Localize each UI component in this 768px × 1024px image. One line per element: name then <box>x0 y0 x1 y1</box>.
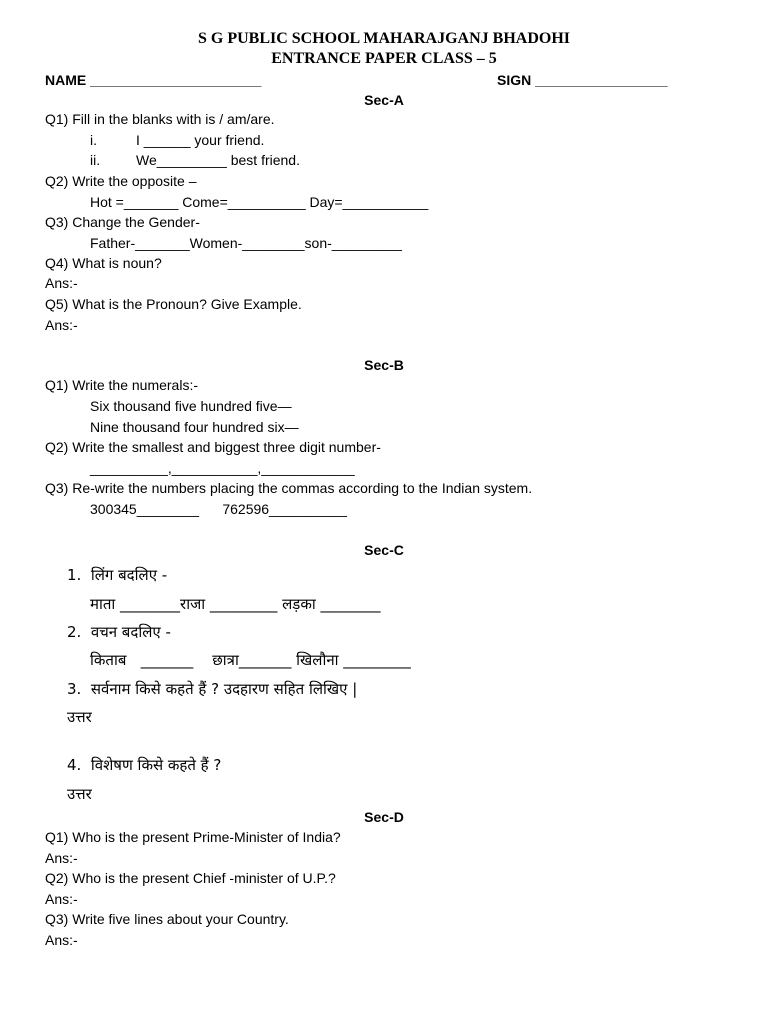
secc-q2-blanks: किताब _______ छात्रा_______ खिलौना _________ <box>90 651 411 669</box>
paper-title: ENTRANCE PAPER CLASS – 5 <box>271 50 497 67</box>
seca-q4: Q4) What is noun? <box>45 255 162 271</box>
section-c-title: Sec-C <box>364 542 404 558</box>
name-field: NAME ______________________ <box>45 72 262 88</box>
seca-q2: Q2) Write the opposite – <box>45 173 197 189</box>
secd-q2-answer: Ans:- <box>45 891 78 907</box>
seca-q1-ii-number: ii. <box>90 152 101 168</box>
secc-q3: 3. सर्वनाम किसे कहते हैं ? उदहारण सहित लिखिए | <box>67 680 358 698</box>
secc-q4: 4. विशेषण किसे कहते हैं ? <box>67 756 222 774</box>
secb-q1: Q1) Write the numerals:- <box>45 377 199 393</box>
secc-q1: 1. लिंग बदलिए - <box>67 566 168 584</box>
secb-q1-b: Nine thousand four hundred six— <box>90 419 299 435</box>
section-b-title: Sec-B <box>364 357 404 373</box>
seca-q1: Q1) Fill in the blanks with is / am/are. <box>45 111 275 127</box>
seca-q3: Q3) Change the Gender- <box>45 214 200 230</box>
seca-q2-blanks: Hot =_______ Come=__________ Day=___________ <box>90 194 429 210</box>
seca-q3-blanks: Father-_______Women-________son-_________ <box>90 235 402 251</box>
seca-q4-answer: Ans:- <box>45 275 78 291</box>
secb-q2-blanks: __________,___________,____________ <box>90 460 355 476</box>
secb-q1-a: Six thousand five hundred five— <box>90 398 292 414</box>
school-name: S G PUBLIC SCHOOL MAHARAJGANJ BHADOHI <box>197 30 571 47</box>
secc-q2: 2. वचन बदलिए - <box>67 623 171 641</box>
seca-q5: Q5) What is the Pronoun? Give Example. <box>45 296 302 312</box>
sign-field: SIGN _________________ <box>497 72 668 88</box>
secb-q3-blanks: 300345________ 762596__________ <box>90 501 347 517</box>
secd-q2: Q2) Who is the present Chief -minister of U.P.? <box>45 870 336 886</box>
secd-q3-answer: Ans:- <box>45 932 78 948</box>
secc-q3-answer: उत्तर <box>67 708 92 726</box>
secc-q4-answer: उत्तर <box>67 785 92 803</box>
secb-q2: Q2) Write the smallest and biggest three digit number- <box>45 439 381 455</box>
secd-q1: Q1) Who is the present Prime-Minister of India? <box>45 829 341 845</box>
secd-q1-answer: Ans:- <box>45 850 78 866</box>
section-a-title: Sec-A <box>364 92 404 108</box>
secc-q1-blanks: माता ________राजा _________ लड़का ________ <box>90 595 381 613</box>
secd-q3: Q3) Write five lines about your Country. <box>45 911 289 927</box>
seca-q5-answer: Ans:- <box>45 317 78 333</box>
seca-q1-i: I ______ your friend. <box>136 132 265 148</box>
section-d-title: Sec-D <box>364 809 404 825</box>
seca-q1-i-number: i. <box>90 132 97 148</box>
seca-q1-ii: We_________ best friend. <box>136 152 300 168</box>
secb-q3: Q3) Re-write the numbers placing the commas according to the Indian system. <box>45 480 533 496</box>
